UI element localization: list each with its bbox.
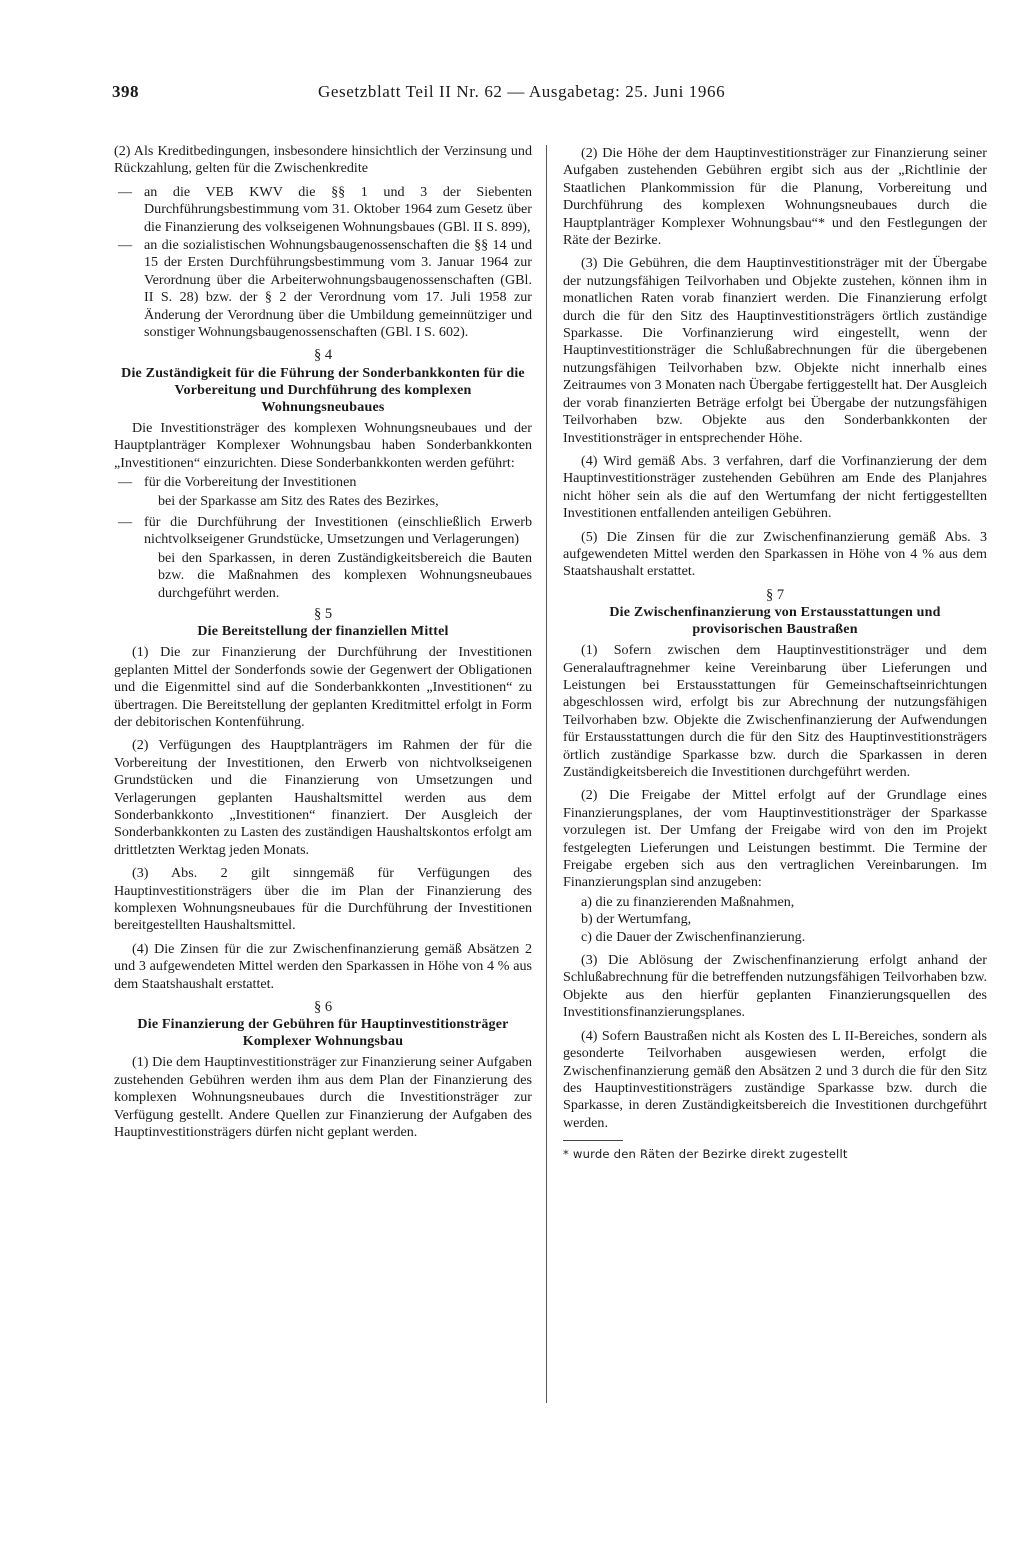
list-item — [114, 184, 532, 236]
section-5-paragraph-2: (2) Verfügungen des Hauptplanträgers im Rahmen der für die Vorbereitung der Investitionen, den Erwerb von nichtvolkseigenen Grundstücken und die Finanzierung von Umsetzungen und Verlagerungen geplanten Haushaltsmittel werden aus dem Sonderbankkonto „Investitionen“ finanziert. Der Ausgleich der Sonderbankkonten zu Lasten des zuständigen Haushaltskontos erfolgt am drittletzten Werktag jeden Monats. — [114, 737, 532, 858]
list-item-text: an die sozialistischen Wohnungsbaugenossenschaften die §§ 14 und 15 der Ersten Durchführungsbestimmung vom 3. Januar 1964 zur Verordnung über die Arbeiterwohnungsbaugenossenschaften (GBl. II S. 28) bzw. der § 2 der Verordnung vom 17. Juli 1958 zur Änderung der Verordnung über die Umbildung gemeinnütziger und sonstiger Wohnungsbaugenossenschaften (GBl. I S. 602). — [144, 237, 532, 341]
list-item: a) die zu finanzierenden Maßnahmen, — [581, 893, 795, 910]
section-6-number: § 6 — [313, 999, 333, 1016]
list-item — [114, 514, 532, 549]
list-item — [114, 474, 532, 491]
section-6-paragraph-4: (4) Wird gemäß Abs. 3 verfahren, darf die Vorfinanzierung der dem Hauptinvestitionsträger zustehenden Gebühren am Ende des Planjahres nicht höher sein als die auf den Wertumfang der nicht fertiggestellten Investitionen entfallenden anteiligen Gebühren. — [563, 452, 987, 522]
section-7-paragraph-2: (2) Die Freigabe der Mittel erfolgt auf der Grundlage eines Finanzierungsplanes, der vom Hauptinvestitionsträger der Sparkasse vorzulegen ist. Der Umfang der Freigabe wird von den im Projekt festgelegten Lieferungen und Leistungen bestimmt. Die Termine der Freigabe ergeben sich aus den vertraglichen Vereinbarungen. Im Finanzierungsplan sind anzugeben: — [563, 787, 987, 891]
section-5-paragraph-1: (1) Die zur Finanzierung der Durchführung der Investitionen geplanten Mittel der Sonderfonds sowie der Gegenwert der Obligationen und die Eigenmittel sind auf die Sonderbankkonten „Investitionen“ zu übertragen. Die Bereitstellung der geplanten Kreditmittel erfolgt in Form der debitorischen Kontenführung. — [114, 644, 532, 730]
section-6-paragraph-3: (3) Die Gebühren, die dem Hauptinvestitionsträger mit der Übergabe der nutzungsfähigen Teilvorhaben und Objekte zustehen, können ihm in monatlichen Raten vorab finanziert werden. Die Finanzierung erfolgt durch die für den Sitz des Hauptinvestitionsträgers örtlich zuständige Sparkasse. Die Vorfinanzierung wird eingestellt, wenn der Hauptinvestitionsträger die Schlußabrechnungen für die übergebenen nutzungsfähigen Teilvorhaben bzw. Objekte nicht innerhalb eines Zeitraumes von 3 Monaten nach Übergabe fertiggestellt hat. Der Ausgleich der vorab finanzierten Beträge erfolgt bei Übergabe der nutzungsfähigen Teilvorhaben bzw. Objekte aus den Sonderbankkonten der Investitionsträger in entsprechender Höhe. — [563, 255, 987, 446]
section-7-paragraph-1: (1) Sofern zwischen dem Hauptinvestitionsträger und dem Generalauftragnehmer keine Vereinbarung über Lieferungen und Leistungen bei Erstausstattungen für Gemeinschaftseinrichtungen abgeschlossen wird, erfolgt bis zur Abrechnung der nutzungsfähigen Teilvorhaben bzw. Objekte die Zwischenfinanzierung der Aufwendungen für Erstausstattungen durch die für den Sitz des Hauptinvestitionsträgers örtlich zuständige Sparkasse bzw. durch die Sparkassen in deren Zuständigkeitsbereich die Investitionen durchgeführt werden. — [563, 642, 987, 780]
paragraph-3-2-intro: (2) Als Kreditbedingungen, insbesondere hinsichtlich der Verzinsung und Rückzahlung, gelten für die Zwischenkredite — [114, 143, 532, 177]
dash-marker: — — [118, 237, 133, 254]
section-5-title: Die Bereitstellung der finanziellen Mittel — [197, 624, 449, 640]
section-5-paragraph-3: (3) Abs. 2 gilt sinngemäß für Verfügungen des Hauptinvestitionsträgers über die im Plan der Finanzierung des komplexen Wohnungsneubaues für die Durchführung der Investitionen bereitgestellten Haushaltsmittel. — [114, 865, 532, 934]
section-4-paragraph: Die Investitionsträger des komplexen Wohnungsneubaues und der Hauptplanträger Komplexer Wohnungsbau haben Sonderbankkonten „Investitionen“ einzurichten. Diese Sonderbankkonten werden geführt: — [114, 419, 532, 471]
running-title: Gesetzblatt Teil II Nr. 62 — Ausgabetag: 25. Juni 1966 — [318, 82, 726, 101]
left-column — [114, 143, 532, 1148]
section-4-number: § 4 — [313, 347, 333, 364]
section-5-paragraph-4: (4) Die Zinsen für die zur Zwischenfinanzierung gemäß Absätzen 2 und 3 aufgewendeten Mittel werden den Sparkassen in Höhe von 4 % aus dem Staatshaushalt erstattet. — [114, 940, 532, 992]
list-item-subtext: bei den Sparkassen, in deren Zuständigkeitsbereich die Bauten bzw. die Maßnahmen des komplexen Wohnungsneubaues durchgeführt werden. — [158, 549, 532, 601]
section-6-title: Die Finanzierung der Gebühren für Hauptinvestitionsträger Komplexer Wohnungsbau — [137, 1017, 509, 1050]
section-6-paragraph-2: (2) Die Höhe der dem Hauptinvestitionsträger zur Finanzierung seiner Aufgaben zustehenden Gebühren ergibt sich aus der „Richtlinie der Staatlichen Plankommission für die Planung, Vorbereitung und Durchführung des komplexen Wohnungsneubaues durch die Hauptplanträger Komplexer Wohnungsbau“* und den Festlegungen der Räte der Bezirke. — [563, 145, 987, 249]
right-column — [563, 145, 987, 1161]
footnote: * wurde den Räten der Bezirke direkt zugestellt — [563, 1147, 848, 1162]
list-item-text: für die Durchführung der Investitionen (einschließlich Erwerb nichtvolkseigener Grundstücke, Umsetzungen und Verlagerungen) — [144, 513, 532, 548]
section-7-number: § 7 — [765, 586, 785, 603]
list-item: c) die Dauer der Zwischenfinanzierung. — [581, 928, 806, 945]
section-7-paragraph-4: (4) Sofern Baustraßen nicht als Kosten des L II-Bereiches, sondern als gesonderte Teilvorhaben ausgewiesen werden, erfolgt die Zwischenfinanzierung gemäß den Absätzen 2 und 3 durch die für den Sitz des Hauptinvestitionsträgers zuständige Sparkasse bzw. durch die Sparkasse, in deren Zuständigkeitsbereich die Investitionen durchgeführt werden. — [563, 1027, 987, 1131]
column-divider — [546, 145, 547, 1403]
list-item — [114, 237, 532, 341]
page-header — [0, 82, 1024, 112]
footnote-rule — [563, 1140, 623, 1141]
dash-marker: — — [118, 474, 133, 491]
section-4-title: Die Zuständigkeit für die Führung der Sonderbankkonten für die Vorbereitung und Durchführung des komplexen Wohnungsneubaues — [121, 365, 525, 415]
list-item-subtext: bei der Sparkasse am Sitz des Rates des Bezirkes, — [158, 492, 439, 509]
page-number: 398 — [112, 82, 139, 101]
list-item: b) der Wertumfang, — [581, 911, 692, 928]
list-item-text: an die VEB KWV die §§ 1 und 3 der Siebenten Durchführungsbestimmung vom 31. Oktober 1964 zum Gesetz über die Finanzierung des volkseigenen Wohnungsbaues (GBl. II S. 899), — [144, 183, 532, 235]
dash-marker: — — [118, 183, 133, 200]
section-7-paragraph-3: (3) Die Ablösung der Zwischenfinanzierung erfolgt anhand der Schlußabrechnung für die betreffenden nutzungsfähigen Teilvorhaben bzw. Objekte aus den hierfür geplanten Finanzierungsquellen des Investitionsfinanzierungsplanes. — [563, 952, 987, 1021]
list-item-text: für die Vorbereitung der Investitionen — [144, 474, 357, 491]
section-5-number: § 5 — [313, 605, 333, 622]
section-6-paragraph-5: (5) Die Zinsen für die zur Zwischenfinanzierung gemäß Abs. 3 aufgewendeten Mittel werden den Sparkassen in Höhe von 4 % aus dem Staatshaushalt erstattet. — [563, 528, 987, 580]
section-6-paragraph-1: (1) Die dem Hauptinvestitionsträger zur Finanzierung seiner Aufgaben zustehenden Gebühren werden ihm aus dem Plan der Finanzierung des komplexen Wohnungsneubaues durch die Investitionsträger zur Verfügung gestellt. Andere Quellen zur Finanzierung der Aufgaben des Hauptinvestitionsträgers dürfen nicht geplant werden. — [114, 1054, 532, 1141]
section-7-title: Die Zwischenfinanzierung von Erstausstattungen und provisorischen Baustraßen — [609, 605, 941, 638]
dash-marker: — — [118, 513, 133, 530]
